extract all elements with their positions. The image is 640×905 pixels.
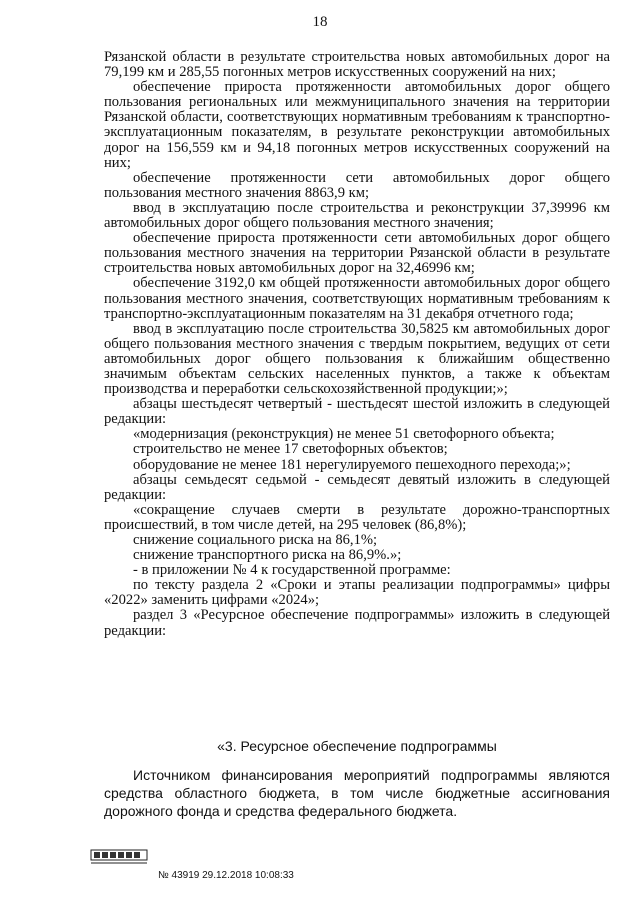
paragraph: обеспечение прироста протяженности сети автомобильных дорог общего пользования местного значения на территории Рязанской области в результате строительства новых автомобильных дорог на 32,46996 км; (104, 230, 610, 277)
paragraph: раздел 3 «Ресурсное обеспечение подпрограммы» изложить в следующей редакции: (104, 607, 610, 639)
section-text (104, 766, 610, 820)
paragraph: ввод в эксплуатацию после строительства 30,5825 км автомобильных дорог общего пользования местного значения с твердым покрытием, ведущих от сети автомобильных дорог общего пользования к ближайшим общественно значимым объектам сельских населенных пунктов, а также к объектам производства и переработки сельскохозяйственной продукции;»; (104, 320, 610, 398)
paragraph: - в приложении № 4 к государственной программе: (133, 562, 451, 579)
paragraph: ввод в эксплуатацию после строительства и реконструкции 37,39996 км автомобильных дорог общего пользования местного значения; (104, 199, 610, 232)
registration-number: № 43919 29.12.2018 10:08:33 (158, 870, 294, 881)
paragraph: снижение транспортного риска на 86,9%.»; (133, 547, 402, 564)
paragraph: абзацы шестьдесят четвертый - шестьдесят шестой изложить в следующей редакции: (104, 396, 610, 428)
paragraph: абзацы семьдесят седьмой - семьдесят девятый изложить в следующей редакции: (104, 471, 610, 503)
section-paragraph: Источником финансирования мероприятий подпрограммы являются средства областного бюджета, в том числе бюджетные ассигнования дорожного фонда и средства федерального бюджета. (104, 767, 610, 819)
paragraph: «сокращение случаев смерти в результате дорожно-транспортных происшествий, в том числе детей, на 295 человек (86,8%); (104, 501, 610, 533)
paragraph: обеспечение прироста протяженности автомобильных дорог общего пользования региональных или межмуниципального значения на территории Рязанской области, соответствующих нормативным требованиям к транспортно-эксплуатационным показателям, в результате реконструкции автомобильных дорог на 156,559 км и 94,18 погонных метров искусственных сооружений на них; (104, 79, 610, 171)
paragraph: Рязанской области в результате строительства новых автомобильных дорог на 79,199 км и 285,55 погонных метров искусственных сооружений на них; (104, 49, 610, 81)
paragraph: по тексту раздела 2 «Сроки и этапы реализации подпрограммы» цифры «2022» заменить цифрами «2024»; (104, 577, 610, 609)
section-title: «3. Ресурсное обеспечение подпрограммы (217, 738, 497, 754)
stamp-logo-icon (90, 848, 148, 866)
paragraph: строительство не менее 17 светофорных объектов; (133, 441, 448, 458)
paragraph: «модернизация (реконструкция) не менее 51 светофорного объекта; (133, 426, 555, 443)
body-text (104, 50, 610, 639)
paragraph: оборудование не менее 181 нерегулируемого пешеходного перехода;»; (133, 456, 571, 473)
page-number: 18 (312, 14, 328, 30)
paragraph: снижение социального риска на 86,1%; (133, 532, 378, 548)
paragraph: обеспечение 3192,0 км общей протяженности автомобильных дорог общего пользования местного значения, соответствующих нормативным требованиям к транспортно-эксплуатационным показателям на 31 декабря отчетного года; (104, 275, 610, 322)
paragraph: обеспечение протяженности сети автомобильных дорог общего пользования местного значения 8863,9 км; (104, 169, 610, 201)
